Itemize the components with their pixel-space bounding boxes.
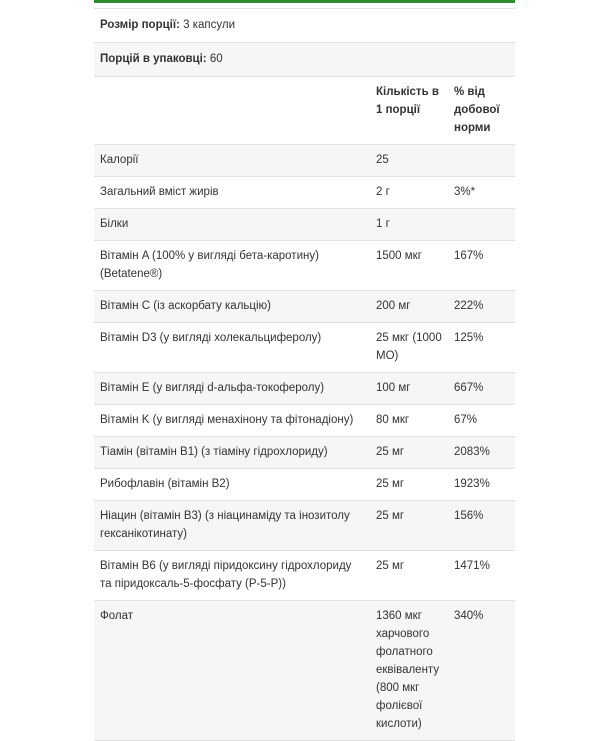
table-row <box>94 551 515 601</box>
nutrient-name: Білки <box>94 209 370 241</box>
nutrient-amount: 2 г <box>370 177 448 209</box>
nutrient-daily-value: 67% <box>448 405 515 437</box>
header-amount: Кількість в 1 порції <box>370 77 448 145</box>
nutrient-daily-value: 1471% <box>448 551 515 601</box>
nutrient-name: Вітамін A (100% у вигляді бета-каротину) (Betatene®) <box>94 241 370 291</box>
nutrient-name: Рибофлавін (вітамін B2) <box>94 469 370 501</box>
table-row <box>94 469 515 501</box>
serving-size-value: 3 капсули <box>179 19 236 31</box>
nutrient-name: Тіамін (вітамін B1) (з тіаміну гідрохлориду) <box>94 437 370 469</box>
table-header-row <box>94 77 515 145</box>
nutrient-amount: 25 мг <box>370 469 448 501</box>
supplement-facts-panel <box>94 0 515 741</box>
table-row <box>94 501 515 551</box>
nutrient-name: Вітамін B6 (у вигляді піридоксину гідрохлориду та піридоксаль-5-фосфату (P-5-P)) <box>94 551 370 601</box>
header-daily-value: % від добової норми <box>448 77 515 145</box>
nutrient-amount: 100 мг <box>370 373 448 405</box>
supplement-facts-table <box>94 9 515 741</box>
table-row <box>94 437 515 469</box>
nutrient-daily-value: 667% <box>448 373 515 405</box>
nutrient-amount: 25 мкг (1000 МО) <box>370 323 448 373</box>
table-row <box>94 209 515 241</box>
servings-per-container-row <box>94 43 515 77</box>
nutrient-name: Вітамін C (із аскорбату кальцію) <box>94 291 370 323</box>
nutrient-daily-value: 156% <box>448 501 515 551</box>
table-row <box>94 241 515 291</box>
nutrient-name: Ніацин (вітамін B3) (з ніацинаміду та інозитолу гексанікотинату) <box>94 501 370 551</box>
nutrient-amount: 200 мг <box>370 291 448 323</box>
nutrient-name: Калорії <box>94 145 370 177</box>
table-row <box>94 177 515 209</box>
table-row <box>94 323 515 373</box>
nutrient-amount: 80 мкг <box>370 405 448 437</box>
nutrient-daily-value: 167% <box>448 241 515 291</box>
nutrient-daily-value: 3%* <box>448 177 515 209</box>
servings-per-container-label: Порцій в упаковці: <box>100 53 207 65</box>
nutrient-amount: 1500 мкг <box>370 241 448 291</box>
nutrient-daily-value: 340% <box>448 601 515 741</box>
nutrient-amount: 1 г <box>370 209 448 241</box>
nutrient-name: Вітамін E (у вигляді d-альфа-токоферолу) <box>94 373 370 405</box>
nutrient-daily-value: 222% <box>448 291 515 323</box>
nutrient-daily-value: 2083% <box>448 437 515 469</box>
serving-size-row <box>94 9 515 43</box>
nutrient-amount: 25 <box>370 145 448 177</box>
table-row <box>94 145 515 177</box>
serving-size-label: Розмір порції: <box>100 19 180 31</box>
nutrient-name: Вітамін D3 (у вигляді холекальциферолу) <box>94 323 370 373</box>
nutrient-daily-value <box>448 209 515 241</box>
nutrient-amount: 25 мг <box>370 551 448 601</box>
table-row <box>94 373 515 405</box>
nutrient-amount: 1360 мкг харчового фолатного еквіваленту (800 мкг фолієвої кислоти) <box>370 601 448 741</box>
nutrient-amount: 25 мг <box>370 501 448 551</box>
header-nutrient <box>94 77 370 145</box>
nutrient-amount: 25 мг <box>370 437 448 469</box>
table-row <box>94 405 515 437</box>
table-row <box>94 601 515 741</box>
nutrient-name: Загальний вміст жирів <box>94 177 370 209</box>
nutrient-daily-value: 1923% <box>448 469 515 501</box>
servings-per-container-value: 60 <box>206 53 223 65</box>
nutrient-name: Вітамін K (у вигляді менахінону та фітонадіону) <box>94 405 370 437</box>
nutrient-daily-value: 125% <box>448 323 515 373</box>
table-row <box>94 291 515 323</box>
nutrient-name: Фолат <box>94 601 370 741</box>
nutrient-daily-value <box>448 145 515 177</box>
